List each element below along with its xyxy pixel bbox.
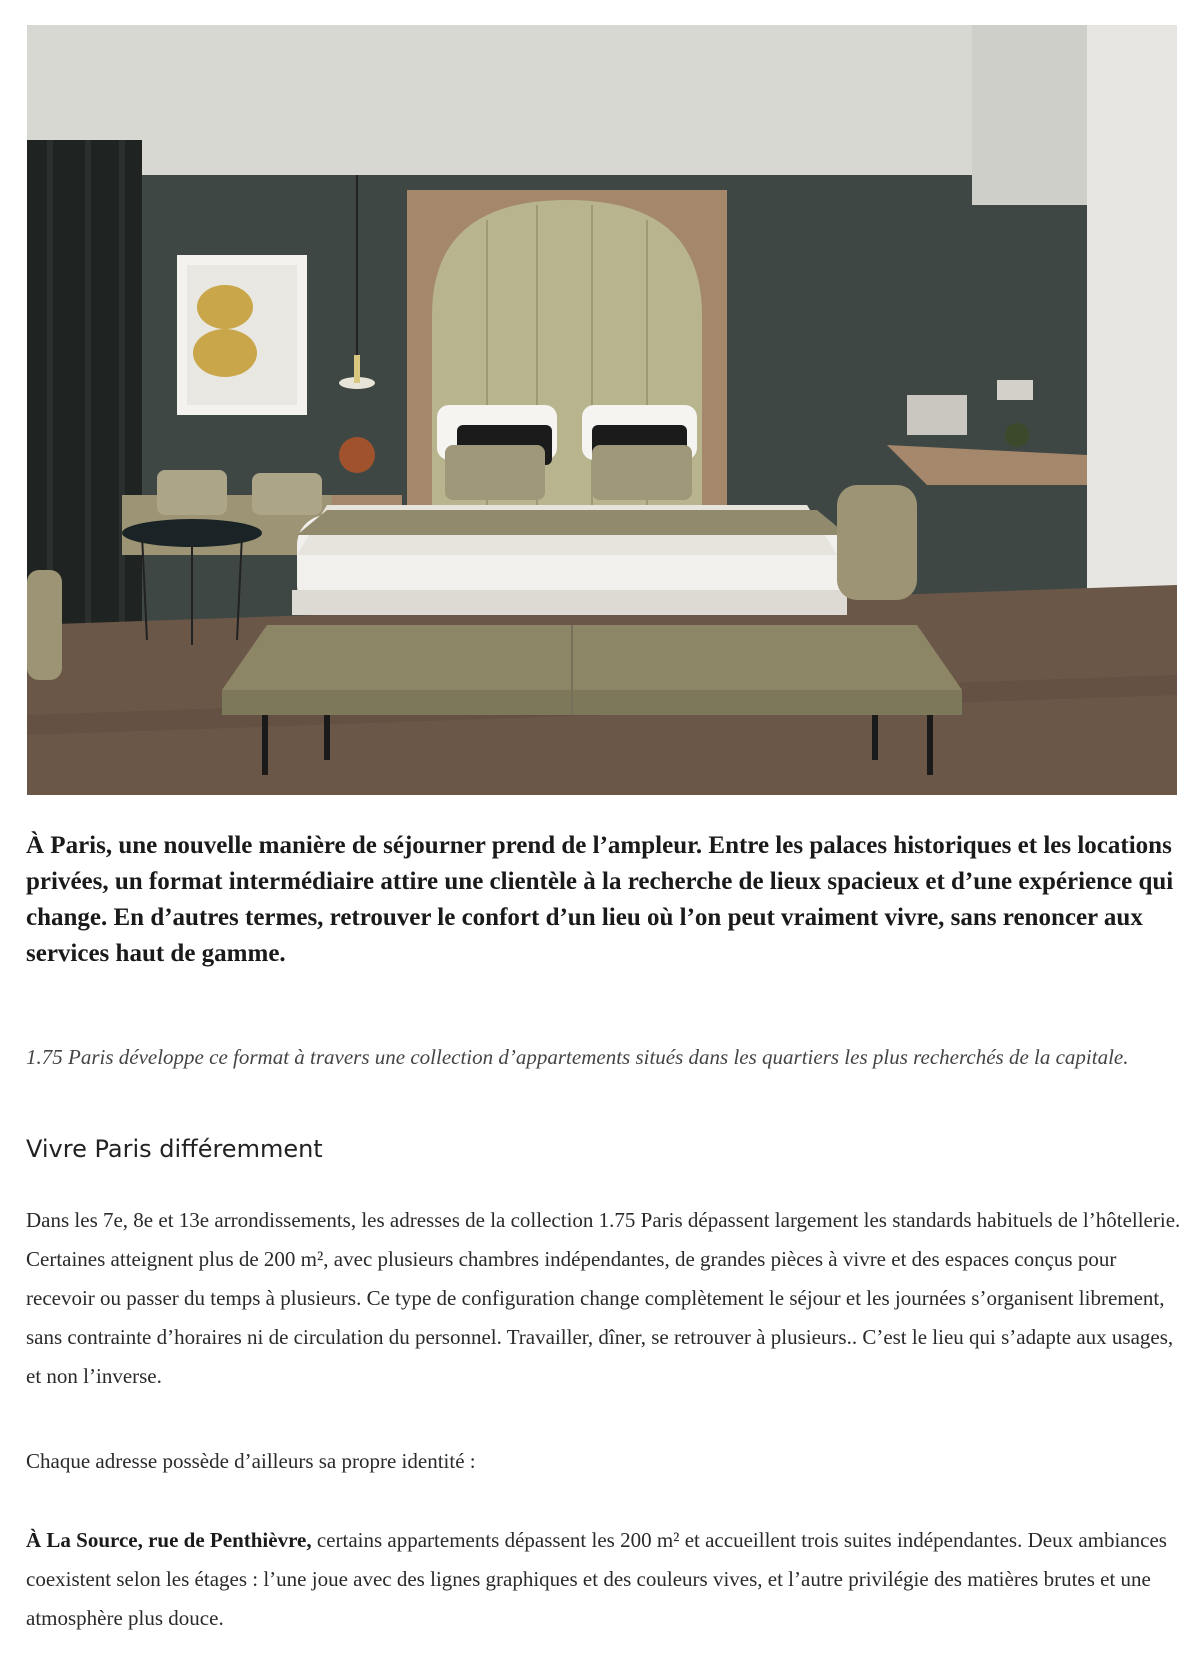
address-highlight: À La Source, rue de Penthièvre, (26, 1528, 312, 1552)
bedroom-illustration (27, 25, 1177, 795)
body-paragraph-3 (26, 1521, 1181, 1638)
hotel-bedroom-photo (27, 25, 1177, 795)
body-paragraph-1: Dans les 7e, 8e et 13e arrondissements, les adresses de la collection 1.75 Paris dépassent largement les standards habituels de l’hôtellerie. Certaines atteignent plus de 200 m², avec plusieurs chambres indépendantes, de grandes pièces à vivre et des espaces conçus pour recevoir ou passer du temps à plusieurs. Ce type de configuration change complètement le séjour et les journées s’organisent librement, sans contrainte d’horaires ni de circulation du personnel. Travailler, dîner, se retrouver à plusieurs.. C’est le lieu qui s’adapte aux usages, et non l’inverse. (26, 1208, 1181, 1388)
article-intro: 1.75 Paris développe ce format à travers une collection d’appartements situés dans les quartiers les plus recherchés de la capitale. (26, 1045, 1129, 1069)
body-paragraph-2: Chaque adresse possède d’ailleurs sa propre identité : (26, 1449, 476, 1473)
section-heading: Vivre Paris différemment (26, 1135, 323, 1163)
address-description: certains appartements dépassent les 200 m² et accueillent trois suites indépendantes. Deux ambiances coexistent selon les étages : l’une joue avec des lignes graphiques et des couleurs vives, et l’autre privilégie des matières brutes et une atmosphère plus douce. (26, 1528, 1167, 1630)
article-lead: À Paris, une nouvelle manière de séjourner prend de l’ampleur. Entre les palaces historiques et les locations privées, un format intermédiaire attire une clientèle à la recherche de lieux spacieux et d’une expérience qui change. En d’autres termes, retrouver le confort d’un lieu où l’on peut vraiment vivre, sans renoncer aux services haut de gamme. (26, 832, 1174, 967)
